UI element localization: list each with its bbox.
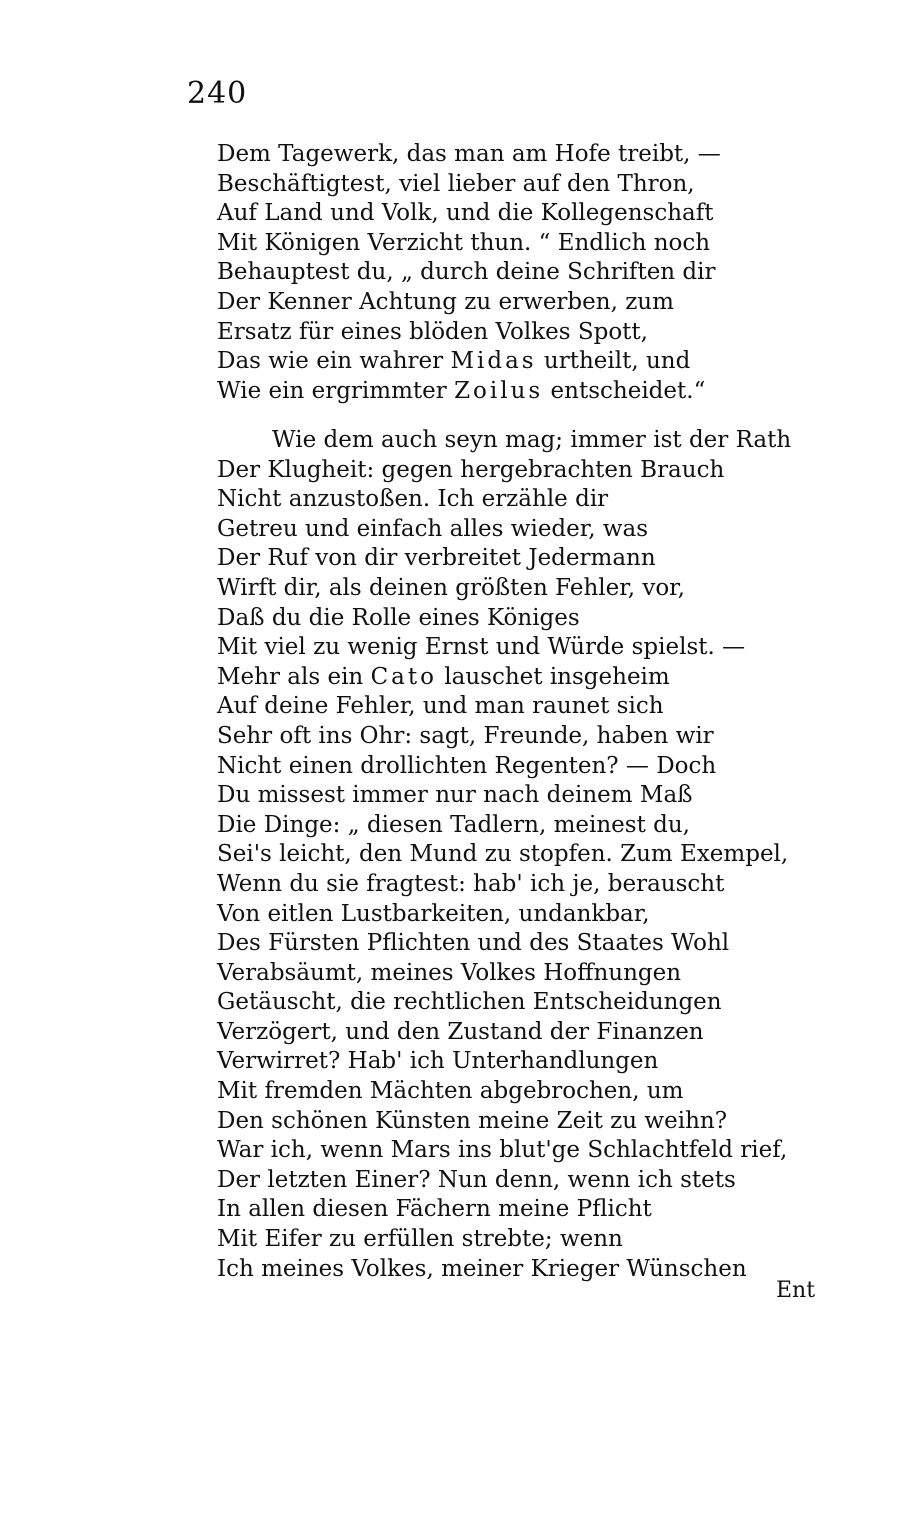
verse-line: Mehr als ein Cato lauschet insgeheim — [217, 663, 670, 690]
verse-line: Mit fremden Mächten abgebrochen, um — [217, 1078, 684, 1105]
verse-line: Verabsäumt, meines Volkes Hoffnungen — [217, 959, 682, 986]
verse-line: Mit viel zu wenig Ernst und Würde spielst. — — [217, 634, 746, 661]
name-midas: Midas — [450, 348, 537, 375]
verse-line: Daß du die Rolle eines Königes — [217, 604, 580, 631]
verse-line: Der Ruf von dir verbreitet Jedermann — [217, 545, 656, 572]
name-zoilus: Zoilus — [454, 377, 544, 404]
verse-line: Beschäftigtest, viel lieber auf den Thron, — [217, 170, 695, 197]
verse-line: Der Klugheit: gegen hergebrachten Brauch — [217, 456, 725, 483]
verse-line: Von eitlen Lustbarkeiten, undankbar, — [217, 900, 650, 927]
verse-line: War ich, wenn Mars ins blut'ge Schlachtfeld rief, — [217, 1137, 788, 1164]
name-cato: Cato — [370, 663, 437, 690]
verse-line: Wie dem auch seyn mag; immer ist der Rath — [272, 427, 792, 453]
verse-line: In allen diesen Fächern meine Pflicht — [217, 1196, 652, 1223]
verse-line: Mit Königen Verzicht thun. “ Endlich noch — [217, 229, 711, 256]
verse-line: Getäuscht, die rechtlichen Entscheidungen — [217, 989, 722, 1016]
verse-line: Mit Eifer zu erfüllen strebte; wenn — [217, 1226, 623, 1253]
verse-line: Nicht anzustoßen. Ich erzähle dir — [217, 486, 609, 513]
verse-line: Nicht einen drollichten Regenten? — Doch — [217, 752, 717, 779]
verse-line: Ich meines Volkes, meiner Krieger Wünschen — [217, 1255, 747, 1282]
verse-line: Auf deine Fehler, und man raunet sich — [217, 693, 664, 720]
verse-line: Verzögert, und den Zustand der Finanzen — [217, 1018, 704, 1045]
stanza-1 — [217, 140, 721, 406]
verse-line: Du missest immer nur nach deinem Maß — [217, 782, 693, 809]
verse-line: Getreu und einfach alles wieder, was — [217, 515, 649, 542]
verse-line: Dem Tagewerk, das man am Hofe treibt, — — [217, 141, 721, 167]
catchword: Ent — [776, 1278, 816, 1303]
stanza-2 — [217, 426, 791, 1284]
verse-line: Der letzten Einer? Nun denn, wenn ich stets — [217, 1166, 736, 1193]
verse-line: Sehr oft ins Ohr: sagt, Freunde, haben wir — [217, 722, 714, 749]
verse-line: Des Fürsten Pflichten und des Staates Wohl — [217, 930, 730, 957]
verse-line: Verwirret? Hab' ich Unterhandlungen — [217, 1048, 659, 1075]
verse-line: Wie ein ergrimmter Zoilus entscheidet.“ — [217, 377, 706, 404]
verse-line: Den schönen Künsten meine Zeit zu weihn? — [217, 1107, 728, 1134]
verse-line: Wirft dir, als deinen größten Fehler, vor, — [217, 574, 685, 601]
verse-line: Ersatz für eines blöden Volkes Spott, — [217, 318, 648, 345]
verse-line: Sei's leicht, den Mund zu stopfen. Zum Exempel, — [217, 841, 789, 868]
page-number: 240 — [187, 76, 248, 111]
verse-line: Der Kenner Achtung zu erwerben, zum — [217, 288, 674, 315]
verse-line: Auf Land und Volk, und die Kollegenschaft — [217, 200, 714, 227]
verse-line: Wenn du sie fragtest: hab' ich je, berauscht — [217, 870, 725, 897]
verse-line: Behauptest du, „ durch deine Schriften dir — [217, 259, 716, 286]
verse-line: Das wie ein wahrer Midas urtheilt, und — [217, 348, 691, 375]
verse-line: Die Dinge: „ diesen Tadlern, meinest du, — [217, 811, 690, 838]
